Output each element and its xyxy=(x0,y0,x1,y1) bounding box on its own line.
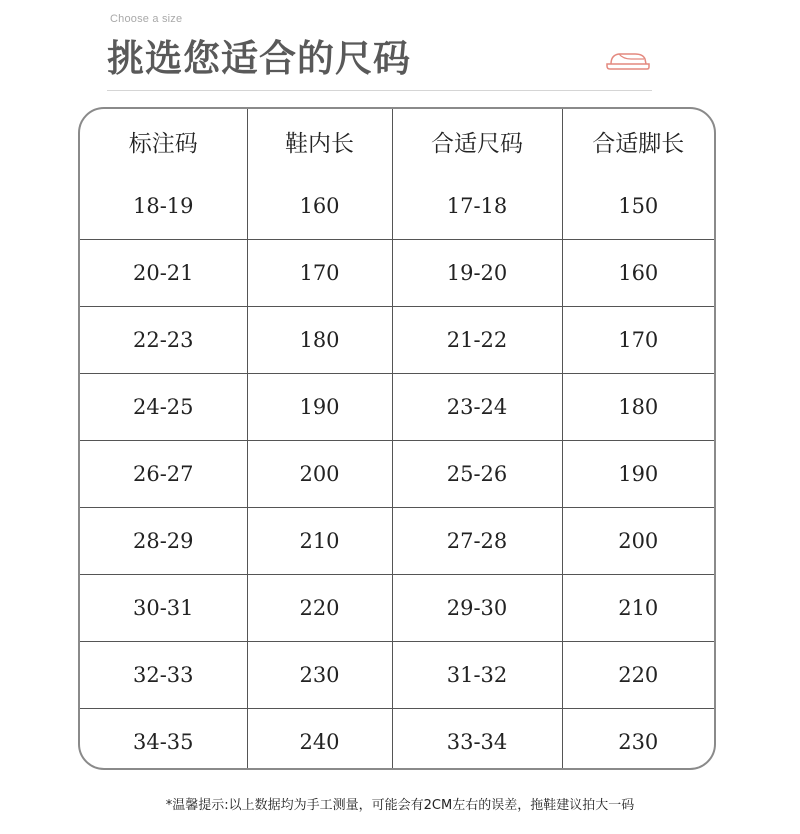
column-header-label-size: 标注码 xyxy=(80,109,247,173)
table-cell: 26-27 xyxy=(80,441,247,508)
header-divider xyxy=(107,90,652,91)
table-cell: 200 xyxy=(562,508,714,575)
column-header-insole-length: 鞋内长 xyxy=(247,109,392,173)
table-cell: 30-31 xyxy=(80,575,247,642)
table-cell: 29-30 xyxy=(392,575,562,642)
table-cell: 210 xyxy=(247,508,392,575)
table-cell: 20-21 xyxy=(80,240,247,307)
table-row xyxy=(80,173,714,240)
table-cell: 170 xyxy=(247,240,392,307)
page-title: 挑选您适合的尺码 xyxy=(107,37,411,80)
table-row xyxy=(80,374,714,441)
table-cell: 240 xyxy=(247,709,392,771)
table-cell: 33-34 xyxy=(392,709,562,771)
size-table xyxy=(80,109,714,770)
table-cell: 31-32 xyxy=(392,642,562,709)
table-cell: 17-18 xyxy=(392,173,562,240)
table-cell: 230 xyxy=(247,642,392,709)
slipper-icon xyxy=(605,50,651,70)
size-table-frame xyxy=(78,107,716,770)
table-cell: 170 xyxy=(562,307,714,374)
table-cell: 180 xyxy=(247,307,392,374)
table-cell: 160 xyxy=(562,240,714,307)
table-cell: 19-20 xyxy=(392,240,562,307)
table-cell: 34-35 xyxy=(80,709,247,771)
column-header-fit-foot-length: 合适脚长 xyxy=(562,109,714,173)
table-cell: 190 xyxy=(247,374,392,441)
table-row xyxy=(80,575,714,642)
table-row xyxy=(80,709,714,771)
table-cell: 190 xyxy=(562,441,714,508)
table-cell: 23-24 xyxy=(392,374,562,441)
table-cell: 200 xyxy=(247,441,392,508)
table-row xyxy=(80,240,714,307)
table-cell: 27-28 xyxy=(392,508,562,575)
table-row xyxy=(80,307,714,374)
table-cell: 180 xyxy=(562,374,714,441)
table-cell: 28-29 xyxy=(80,508,247,575)
table-cell: 25-26 xyxy=(392,441,562,508)
table-cell: 18-19 xyxy=(80,173,247,240)
table-cell: 160 xyxy=(247,173,392,240)
subtitle: Choose a size xyxy=(110,13,183,25)
table-cell: 32-33 xyxy=(80,642,247,709)
footnote-tip: *温馨提示:以上数据均为手工测量，可能会有2CM左右的误差，拖鞋建议拍大一码 xyxy=(165,798,635,813)
table-cell: 210 xyxy=(562,575,714,642)
table-row xyxy=(80,508,714,575)
table-cell: 21-22 xyxy=(392,307,562,374)
column-header-fit-size: 合适尺码 xyxy=(392,109,562,173)
table-row xyxy=(80,441,714,508)
table-row xyxy=(80,642,714,709)
table-cell: 22-23 xyxy=(80,307,247,374)
table-cell: 220 xyxy=(247,575,392,642)
table-header-row xyxy=(80,109,714,173)
table-cell: 24-25 xyxy=(80,374,247,441)
table-cell: 230 xyxy=(562,709,714,771)
table-cell: 220 xyxy=(562,642,714,709)
table-cell: 150 xyxy=(562,173,714,240)
